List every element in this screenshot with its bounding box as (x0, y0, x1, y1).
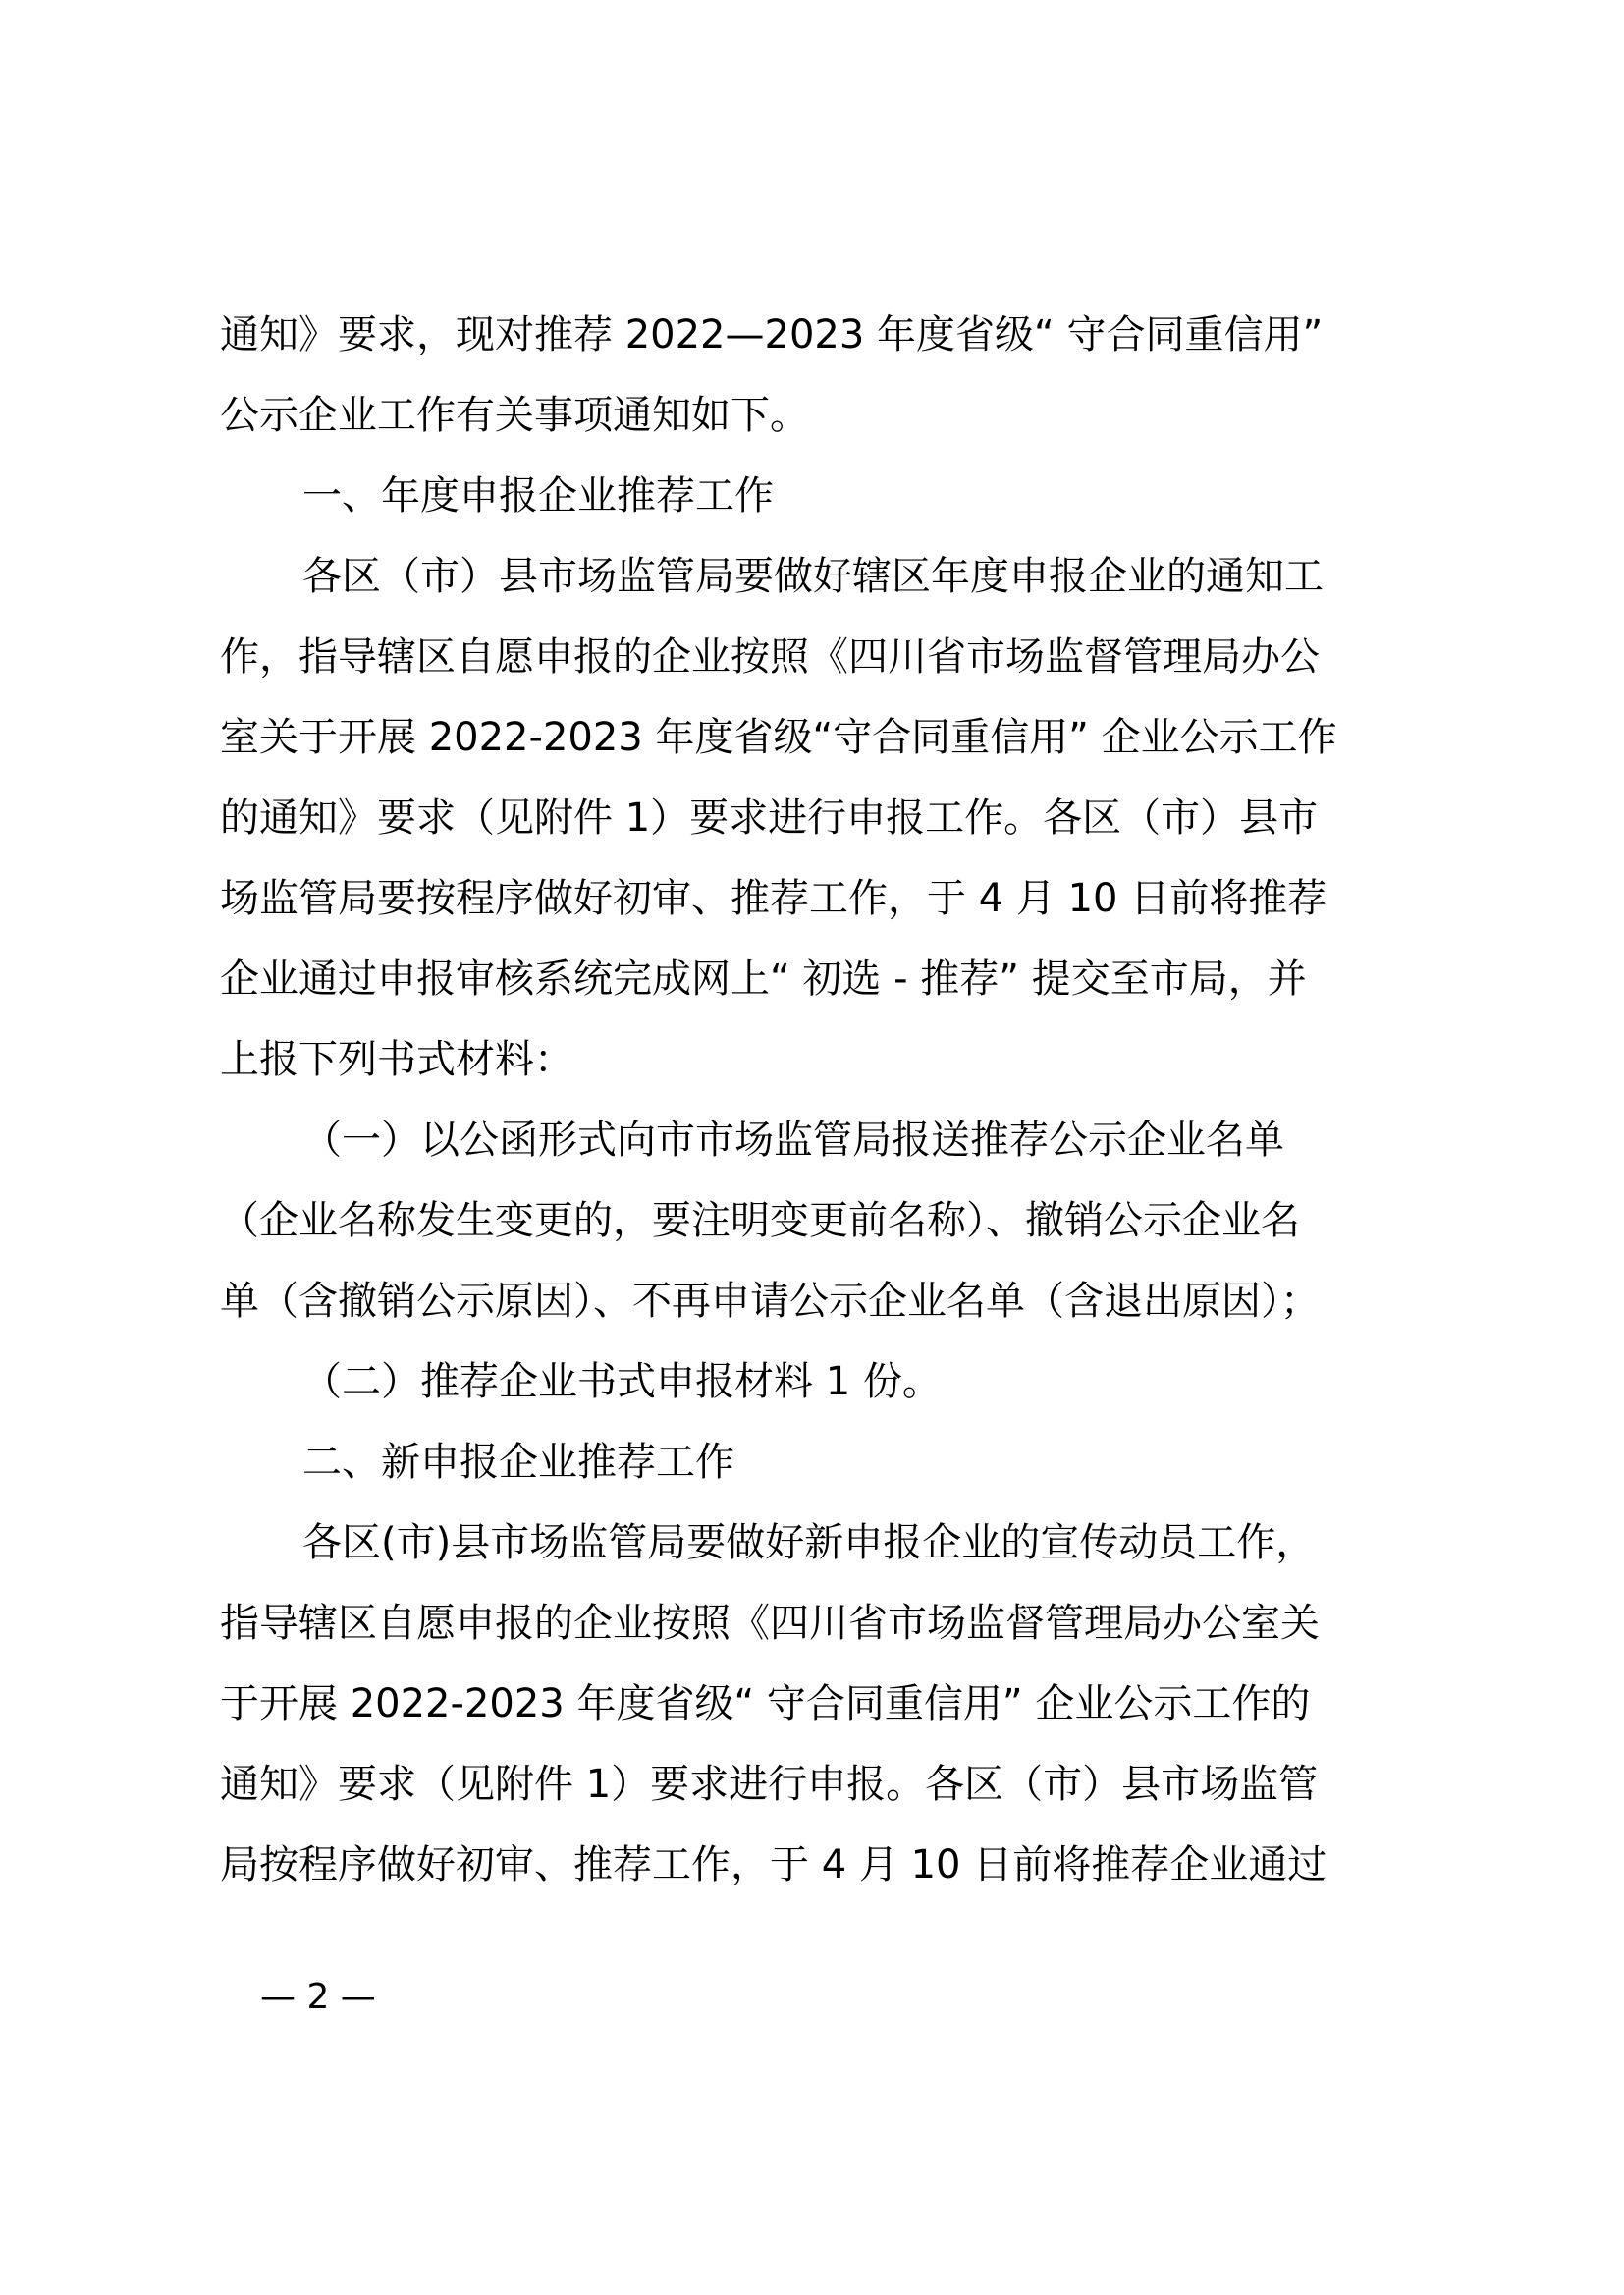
text-line: 指导辖区自愿申报的企业按照《四川省市场监督管理局办公室关 (220, 1601, 1320, 1646)
text-line: （二）推荐企业书式申报材料 1 份。 (302, 1359, 942, 1404)
text-line: 室关于开展 2022-2023 年度省级“守合同重信用” 企业公示工作 (220, 715, 1337, 760)
text-line: 各区(市)县市场监管局要做好新申报企业的宣传动员工作， (302, 1520, 1316, 1565)
text-line: （一）以公函形式向市市场监管局报送推荐公示企业名单 (302, 1118, 1284, 1163)
text-line: （企业名称发生变更的，要注明变更前名称）、撤销公示企业名 (220, 1198, 1300, 1243)
text-line: 一、年度申报企业推荐工作 (302, 473, 774, 519)
text-line: 单（含撤销公示原因）、不再申请公示企业名单（含退出原因）； (220, 1279, 1320, 1324)
text-line: 于开展 2022-2023 年度省级“ 守合同重信用” 企业公示工作的 (220, 1681, 1311, 1726)
text-line: 作，指导辖区自愿申报的企业按照《四川省市场监督管理局办公 (220, 634, 1320, 680)
text-line: 二、新申报企业推荐工作 (302, 1440, 734, 1485)
text-line: 的通知》要求（见附件 1）要求进行申报工作。各区（市）县市 (220, 795, 1319, 841)
text-line: 通知》要求，现对推荐 2022—2023 年度省级“ 守合同重信用” (220, 312, 1324, 357)
text-line: 公示企业工作有关事项通知如下。 (220, 393, 809, 438)
text-line: 场监管局要按程序做好初审、推荐工作，于 4 月 10 日前将推荐 (220, 876, 1327, 921)
text-line: 企业通过申报审核系统完成网上“ 初选 - 推荐” 提交至市局，并 (220, 956, 1307, 1002)
text-line: 通知》要求（见附件 1）要求进行申报。各区（市）县市场监管 (220, 1762, 1319, 1807)
text-line: 上报下列书式材料： (220, 1037, 573, 1082)
text-line: 局按程序做好初审、推荐工作，于 4 月 10 日前将推荐企业通过 (220, 1842, 1327, 1887)
page-number: — 2 — (260, 1977, 376, 2017)
document-body (220, 295, 1442, 1905)
text-line: 各区（市）县市场监管局要做好辖区年度申报企业的通知工 (302, 554, 1324, 599)
